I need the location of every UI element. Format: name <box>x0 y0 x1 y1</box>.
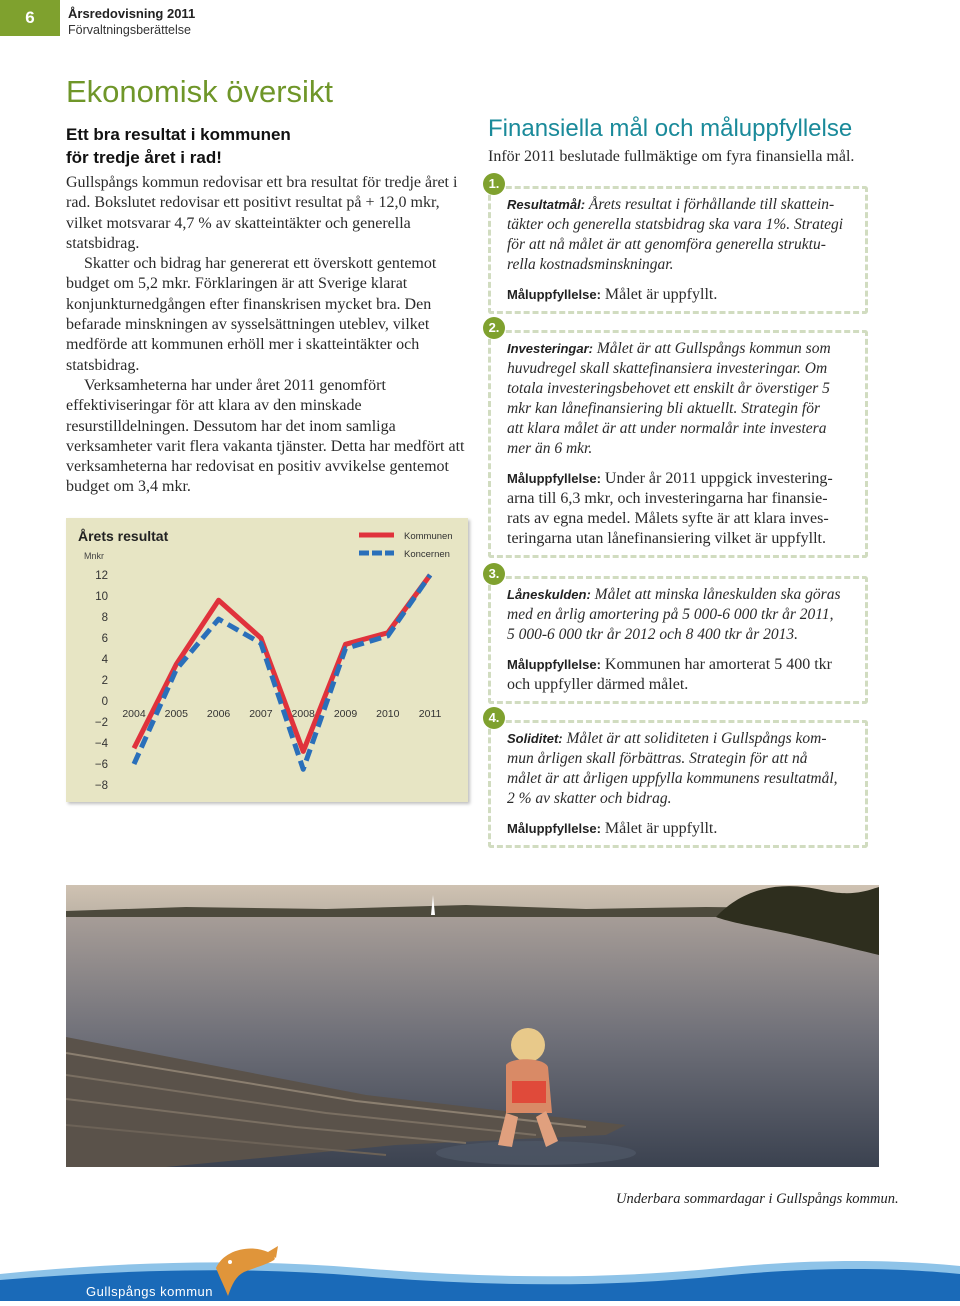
line-chart <box>66 518 468 802</box>
lake-photo <box>66 885 879 1167</box>
section-subtitle: Förvaltningsberättelse <box>68 23 191 37</box>
photo-caption: Underbara sommardagar i Gullspångs kommun. <box>616 1191 899 1208</box>
lead-line: för tredje året i rad! <box>66 146 446 169</box>
goal-line: Målet är att soliditeten i Gullspångs kom- <box>566 730 826 747</box>
goal-description <box>507 339 857 459</box>
municipality-name: Gullspångs kommun <box>86 1284 213 1299</box>
x-tick-label: 2008 <box>292 708 316 720</box>
goal-number: 1. <box>483 173 505 195</box>
goals-intro: Inför 2011 beslutade fullmäktige om fyra finansiella mål. <box>488 148 854 166</box>
report-title: Årsredovisning 2011 <box>68 6 195 21</box>
goal-line: mun årligen skall förbättras. Strategin för att nå <box>507 749 857 769</box>
lead-heading <box>66 123 446 169</box>
fulfilment-line: teringarna utan lånefinansiering vilket är uppfyllt. <box>507 529 857 549</box>
fulfilment-line: Målet är uppfyllt. <box>605 286 717 303</box>
goals-title: Finansiella mål och måluppfyllelse <box>488 115 852 143</box>
body-text <box>66 173 472 498</box>
y-tick-label: −6 <box>95 759 108 771</box>
goal-line: 2 % av skatter och bidrag. <box>507 789 857 809</box>
fish-icon <box>210 1238 280 1298</box>
y-tick-label: 6 <box>102 633 108 645</box>
lead-line: Ett bra resultat i kommunen <box>66 123 446 146</box>
series-line-koncernen <box>134 575 430 769</box>
fulfilment-line: Under år 2011 uppgick investering- <box>605 470 833 487</box>
y-tick-label: 4 <box>102 654 109 666</box>
fish-logo <box>210 1238 280 1298</box>
goal-number: 4. <box>483 707 505 729</box>
goal-number: 2. <box>483 317 505 339</box>
goal-fulfilment <box>507 285 857 305</box>
y-tick-label: 2 <box>102 675 108 687</box>
goal-box <box>488 576 868 704</box>
fulfilment-line: arna till 6,3 mkr, och investeringarna har finansie- <box>507 489 857 509</box>
goal-line: Målet är att Gullspångs kommun som <box>597 340 831 357</box>
x-tick-label: 2009 <box>334 708 358 720</box>
goal-line: Målet att minska låneskulden ska göras <box>595 586 841 603</box>
goal-line: totala investeringsbehovet ett enskilt år överstiger 5 <box>507 379 857 399</box>
fulfilment-line: rats av egna medel. Målets syfte är att klara inves- <box>507 509 857 529</box>
paragraph: Gullspångs kommun redovisar ett bra resultat för tredje året i rad. Bokslutet redovisar ett positivt resultat på + 12,0 mkr, vilket motsvarar 4,7 % av skatteintäkter och generella statsbidrag. <box>66 173 472 254</box>
goal-fulfilment <box>507 655 857 695</box>
fulfilment-label: Måluppfyllelse: <box>507 821 601 836</box>
goal-box <box>488 720 868 848</box>
y-tick-label: −2 <box>95 717 108 729</box>
goal-label: Investeringar: <box>507 341 593 356</box>
x-tick-label: 2010 <box>376 708 400 720</box>
page-title: Ekonomisk översikt <box>66 74 333 110</box>
goal-line: huvudregel skall skattefinansiera investeringar. Om <box>507 359 857 379</box>
legend-label: Koncernen <box>404 549 450 560</box>
goal-label: Resultatmål: <box>507 197 585 212</box>
goal-line: mkr kan lånefinansiering bli aktuellt. Strategin för <box>507 399 857 419</box>
x-tick-label: 2004 <box>122 708 146 720</box>
goal-line: med en årlig amortering på 5 000-6 000 tkr år 2011, <box>507 605 857 625</box>
goal-box <box>488 330 868 558</box>
page-number: 6 <box>0 0 60 36</box>
x-tick-label: 2011 <box>419 708 442 720</box>
goal-number: 3. <box>483 563 505 585</box>
y-tick-label: 8 <box>102 612 108 624</box>
chart-title: Årets resultat <box>78 528 169 544</box>
y-tick-label: −8 <box>95 780 108 792</box>
result-chart <box>66 518 468 802</box>
y-tick-label: 10 <box>95 591 108 603</box>
goal-line: mer än 6 mkr. <box>507 439 857 459</box>
goal-description <box>507 729 857 809</box>
goal-label: Låneskulden: <box>507 587 591 602</box>
fulfilment-label: Måluppfyllelse: <box>507 471 601 486</box>
y-tick-label: −4 <box>95 738 109 750</box>
goal-line: för att nå målet är att genomföra generella struktu- <box>507 235 857 255</box>
goal-line: 5 000-6 000 tkr år 2012 och 8 400 tkr år 2013. <box>507 625 857 645</box>
goal-line: att klara målet är att under normalår inte investera <box>507 419 857 439</box>
legend-label: Kommunen <box>404 531 453 542</box>
fulfilment-label: Måluppfyllelse: <box>507 287 601 302</box>
goal-description <box>507 195 857 275</box>
goal-line: målet är att årligen uppfylla kommunens resultatmål, <box>507 769 857 789</box>
photo-illustration <box>66 885 879 1167</box>
fulfilment-line: Målet är uppfyllt. <box>605 820 717 837</box>
goal-line: täkter och generella statsbidrag ska vara 1%. Strategi <box>507 215 857 235</box>
y-axis-unit: Mnkr <box>84 551 104 561</box>
y-tick-label: 12 <box>95 570 108 582</box>
goal-fulfilment <box>507 819 857 839</box>
paragraph: Verksamheterna har under året 2011 genomfört effektiviseringar för att klara av den minskade resurstilldelningen. Dessutom har det inom samliga verksamheter varit flera vakanta tjänster. Detta har medfört att verksamheterna har redovisat en positiv avvikelse gentemot budget om 3,4 mkr. <box>66 376 472 498</box>
goal-line: rella kostnadsminskningar. <box>507 255 857 275</box>
paragraph: Skatter och bidrag har genererat ett överskott gentemot budget om 5,2 mkr. Förklaringen är att Sverige klarat konjunkturnedgången efter finanskrisen mycket bra. Den befarade minskningen av sysselsättningen uteblev, vilket medförde att kommunen erhöll mer i skatteintäkter och statsbidrag. <box>66 254 472 376</box>
fulfilment-line: Kommunen har amorterat 5 400 tkr <box>605 656 832 673</box>
fulfilment-label: Måluppfyllelse: <box>507 657 601 672</box>
x-tick-label: 2006 <box>207 708 231 720</box>
fulfilment-line: och uppfyller därmed målet. <box>507 675 857 695</box>
goal-description <box>507 585 857 645</box>
goal-fulfilment <box>507 469 857 549</box>
goal-label: Soliditet: <box>507 731 563 746</box>
goal-box <box>488 186 868 314</box>
x-tick-label: 2005 <box>165 708 189 720</box>
y-tick-label: 0 <box>102 696 108 708</box>
goal-line: Årets resultat i förhållande till skattein- <box>589 196 834 213</box>
x-tick-label: 2007 <box>249 708 273 720</box>
